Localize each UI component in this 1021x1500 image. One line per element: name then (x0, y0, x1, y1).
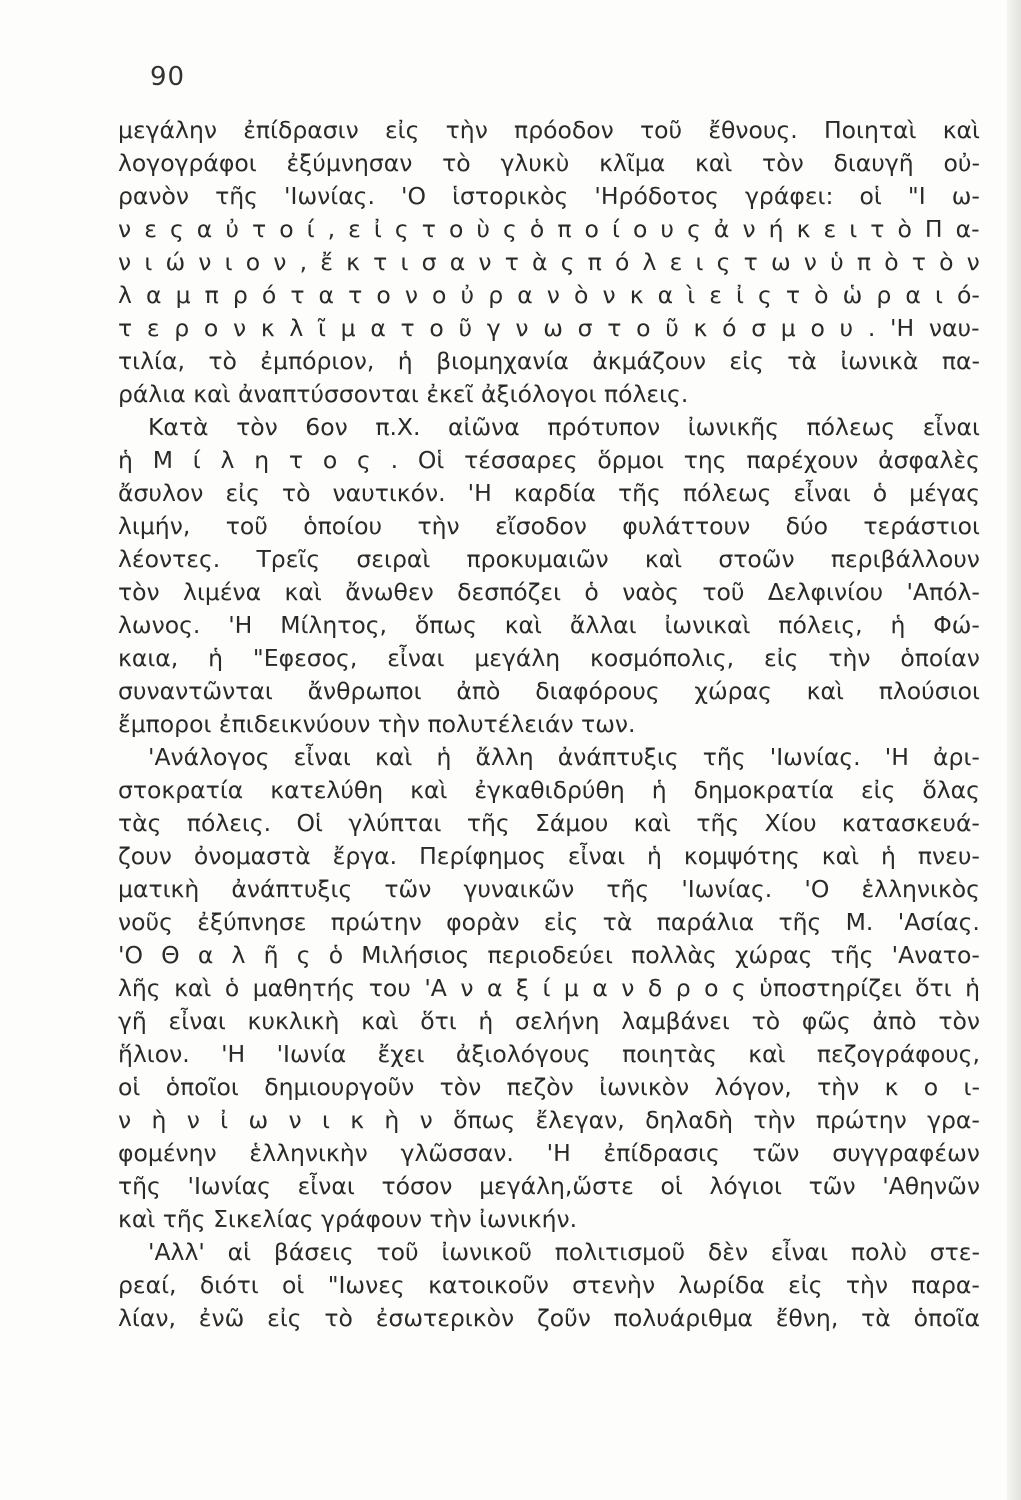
page-edge-shadow (1007, 0, 1021, 1500)
text-line: ἥλιον. 'Η 'Ιωνία ἔχει ἀξιολόγους ποιητὰς καὶ πεζογράφους, (118, 1040, 980, 1068)
text-line: ἔμποροι ἐπιδεικνύουν τὴν πολυτέλειάν των. (118, 710, 636, 738)
text-line: ρανὸν τῆς 'Ιωνίας. 'Ο ἱστορικὸς 'Ηρόδοτος γράφει: οἱ "Ι ω- (118, 182, 980, 210)
page-number: 90 (150, 62, 186, 92)
text-line: λιμήν, τοῦ ὁποίου τὴν εἴσοδον φυλάττουν δύο τεράστιοι (118, 512, 980, 540)
text-line: τιλία, τὸ ἐμπόριον, ἡ βιομηχανία ἀκμάζουν εἰς τὰ ἰωνικὰ πα- (118, 347, 980, 375)
text-line: συναντῶνται ἄνθρωποι ἀπὸ διαφόρους χώρας καὶ πλούσιοι (118, 677, 980, 705)
text-line: λογογράφοι ἐξύμνησαν τὸ γλυκὺ κλῖμα καὶ τὸν διαυγῆ οὐ- (118, 149, 980, 177)
text-line: τῆς 'Ιωνίας εἶναι τόσον μεγάλη,ὥστε οἱ λόγιοι τῶν 'Αθηνῶν (118, 1172, 980, 1200)
text-line: λίαν, ἐνῶ εἰς τὸ ἐσωτερικὸν ζοῦν πολυάριθμα ἔθνη, τὰ ὁποῖα (118, 1304, 980, 1332)
text-line: γῆ εἶναι κυκλικὴ καὶ ὅτι ἡ σελήνη λαμβάνει τὸ φῶς ἀπὸ τὸν (118, 1007, 980, 1035)
text-line: ζουν ὀνομαστὰ ἔργα. Περίφημος εἶναι ἡ κομψότης καὶ ἡ πνευ- (118, 842, 980, 870)
text-line: ρεαί, διότι οἱ "Ιωνες κατοικοῦν στενὴν λωρίδα εἰς τὴν παρα- (118, 1271, 980, 1299)
text-line: λ α μ π ρ ό τ α τ ο ν ο ὐ ρ α ν ὸ ν κ α ὶ ε ἰ ς τ ὸ ὡ ρ α ι ό- (118, 281, 980, 309)
text-line: τὰς πόλεις. Οἱ γλύπται τῆς Σάμου καὶ τῆς Χίου κατασκευά- (118, 809, 980, 837)
text-line: νοῦς ἐξύπνησε πρώτην φορὰν εἰς τὰ παράλια τῆς Μ. 'Ασίας. (118, 908, 980, 936)
text-line: μεγάλην ἐπίδρασιν εἰς τὴν πρόοδον τοῦ ἔθνους. Ποιηταὶ καὶ (118, 116, 980, 144)
text-line: ματικὴ ἀνάπτυξις τῶν γυναικῶν τῆς 'Ιωνίας. 'Ο ἑλληνικὸς (118, 875, 980, 903)
text-line: ν ι ώ ν ι ο ν , ἔ κ τ ι σ α ν τ ὰ ς π ό λ ε ι ς τ ω ν ὑ π ὸ τ ὸ ν (118, 248, 980, 276)
text-line: φομένην ἑλληνικὴν γλῶσσαν. 'Η ἐπίδρασις τῶν συγγραφέων (118, 1139, 980, 1167)
text-line: λέοντες. Τρεῖς σειραὶ προκυμαιῶν καὶ στοῶν περιβάλλουν (118, 545, 980, 573)
text-line: ν ε ς α ὐ τ ο ί , ε ἰ ς τ ο ὺ ς ὁ π ο ί ο υ ς ἀ ν ή κ ε ι τ ὸ Π α- (118, 215, 980, 243)
text-line: τ ε ρ ο ν κ λ ῖ μ α τ ο ῦ γ ν ω σ τ ο ῦ κ ό σ μ ο υ . 'Η ναυ- (118, 314, 980, 342)
text-line: 'Ο Θ α λ ῆ ς ὁ Μιλήσιος περιοδεύει πολλὰς χώρας τῆς 'Ανατο- (118, 941, 980, 969)
text-line: ἄσυλον εἰς τὸ ναυτικόν. 'Η καρδία τῆς πόλεως εἶναι ὁ μέγας (118, 479, 980, 507)
body-text (118, 114, 980, 1335)
text-line: οἱ ὁποῖοι δημιουργοῦν τὸν πεζὸν ἰωνικὸν λόγον, τὴν κ ο ι- (118, 1073, 980, 1101)
text-line: 'Ανάλογος εἶναι καὶ ἡ ἄλλη ἀνάπτυξις τῆς 'Ιωνίας. 'Η ἀρι- (148, 743, 980, 771)
text-line: στοκρατία κατελύθη καὶ ἐγκαθιδρύθη ἡ δημοκρατία εἰς ὅλας (118, 776, 980, 804)
text-line: λῆς καὶ ὁ μαθητής του 'Α ν α ξ ί μ α ν δ ρ ο ς ὑποστηρίζει ὅτι ἡ (118, 974, 980, 1002)
text-line: Κατὰ τὸν 6ον π.Χ. αἰῶνα πρότυπον ἰωνικῆς πόλεως εἶναι (148, 413, 980, 441)
text-line: καὶ τῆς Σικελίας γράφουν τὴν ἰωνικήν. (118, 1205, 578, 1233)
text-line: λωνος. 'Η Μίλητος, ὅπως καὶ ἄλλαι ἰωνικαὶ πόλεις, ἡ Φώ- (118, 611, 980, 639)
text-line: τὸν λιμένα καὶ ἄνωθεν δεσπόζει ὁ ναὸς τοῦ Δελφινίου 'Απόλ- (118, 578, 980, 606)
text-line: ἡ Μ ί λ η τ ο ς . Οἱ τέσσαρες ὅρμοι της παρέχουν ἀσφαλὲς (118, 446, 980, 474)
text-line: ν ὴ ν ἰ ω ν ι κ ὴ ν ὅπως ἔλεγαν, δηλαδὴ τὴν πρώτην γρα- (118, 1106, 980, 1134)
text-line: 'Αλλ' αἱ βάσεις τοῦ ἰωνικοῦ πολιτισμοῦ δὲν εἶναι πολὺ στε- (148, 1238, 980, 1266)
text-line: καια, ἡ "Εφεσος, εἶναι μεγάλη κοσμόπολις, εἰς τὴν ὁποίαν (118, 644, 980, 672)
text-line: ράλια καὶ ἀναπτύσσονται ἐκεῖ ἀξιόλογοι πόλεις. (118, 380, 689, 408)
